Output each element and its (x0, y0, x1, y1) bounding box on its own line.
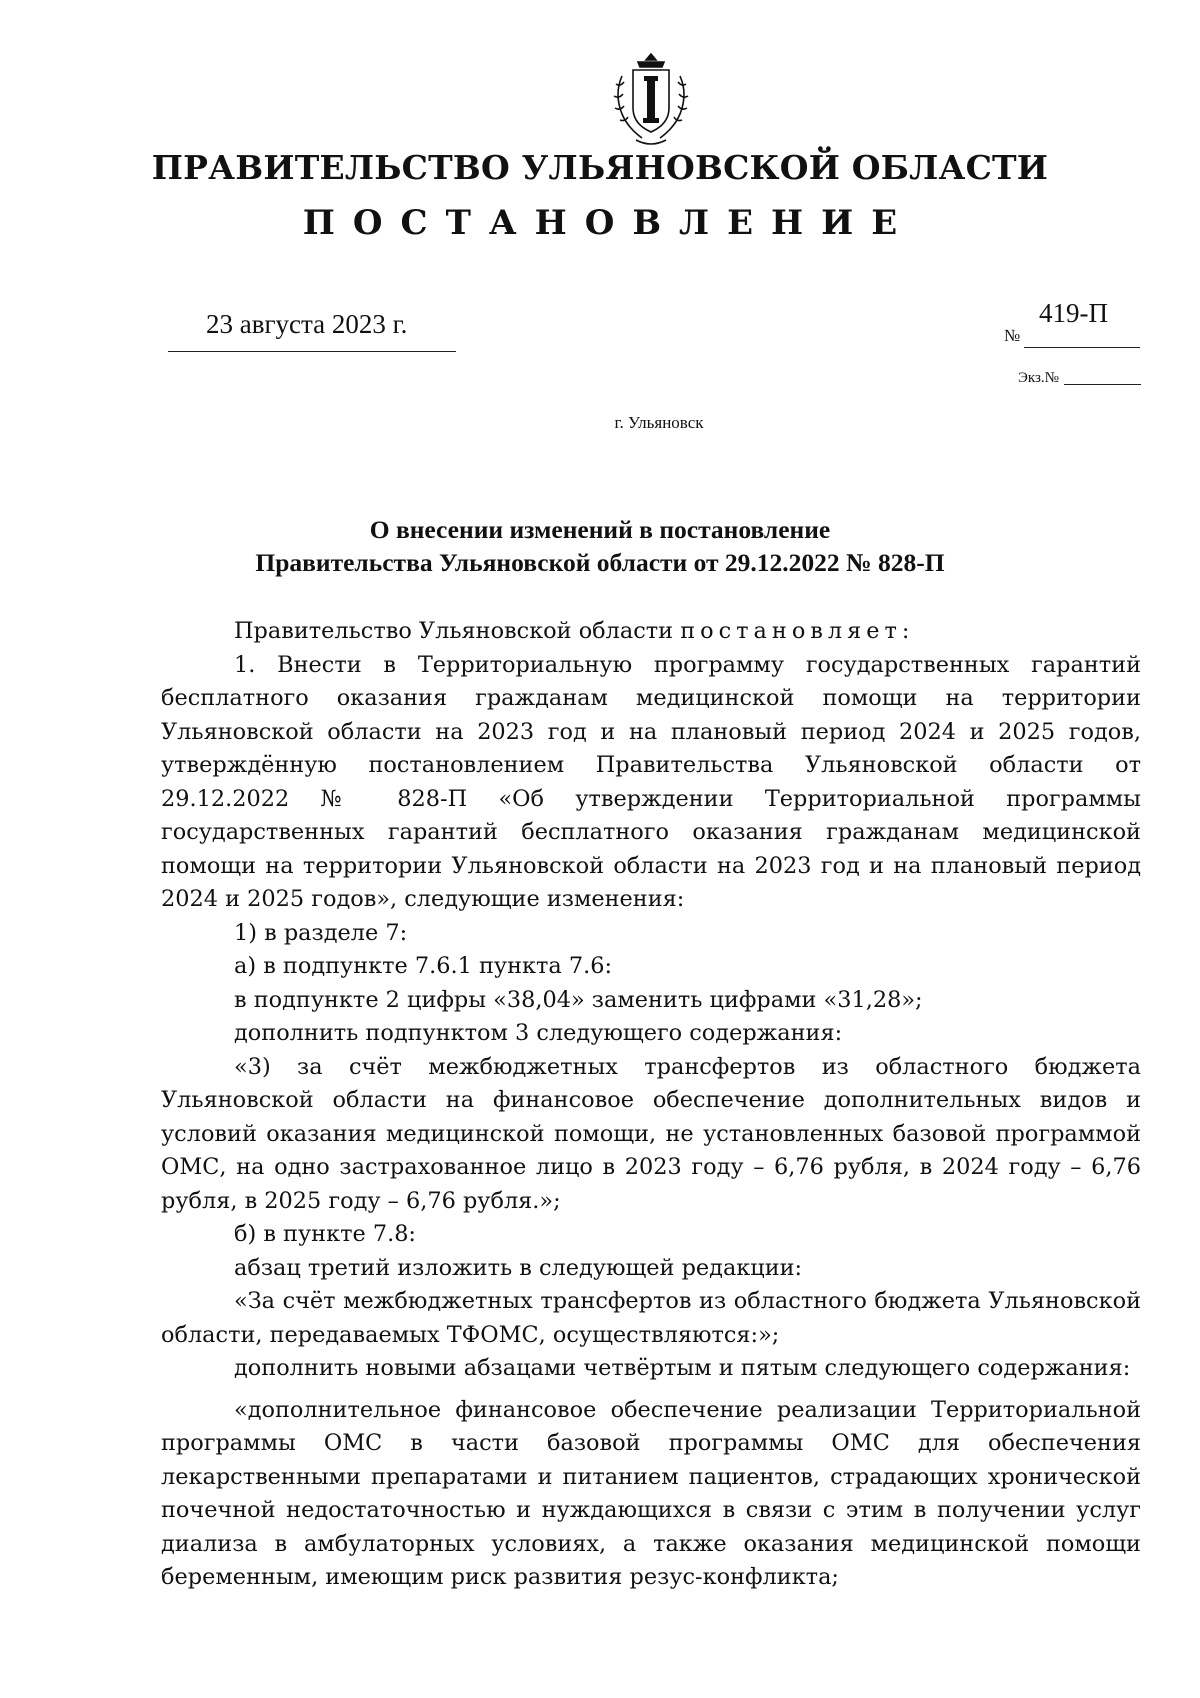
subject-line-2: Правительства Ульяновской области от 29.12.2022 № 828-П (255, 548, 945, 577)
ulyanovsk-coat-of-arms-icon (608, 50, 694, 150)
date-field (168, 305, 456, 352)
subject-line-1: О внесении изменений в постановление (369, 515, 831, 544)
document-subject (0, 513, 1200, 579)
paragraph-2: 1) в разделе 7: (234, 919, 408, 946)
paragraph-9: «За счёт межбюджетных трансфертов из областного бюджета Ульяновской области, передаваемых ТФОМС, осуществляются:»; (161, 1288, 1141, 1348)
document-number: 419-П (1039, 298, 1108, 328)
document-type-title: ПОСТАНОВЛЕНИЕ (302, 203, 916, 243)
paragraph-10: дополнить новыми абзацами четвёртым и пятым следующего содержания: (234, 1355, 1131, 1381)
number-field (1024, 298, 1140, 348)
paragraph-1: 1. Внести в Территориальную программу государственных гарантий бесплатного оказания гражданам медицинской помощи на территории Ульяновской области на 2023 год и на плановый период 2024 и 2025 годов, утверждённую постановлением Правительства Ульяновской области от 29.12.2022 № 828-П «Об утверждении Территориальной программы государственных гарантий бесплатного оказания гражданам медицинской помощи на территории Ульяновской области на 2023 год и на плановый период 2024 и 2025 годов», следующие изменения: (161, 651, 1141, 912)
paragraph-11: «дополнительное финансовое обеспечение реализации Территориальной программы ОМС в части базовой программы ОМС для обеспечения лекарственными препаратами и питанием пациентов, страдающих хронической почечной недостаточностью и нуждающихся в связи с этим в получении услуг диализа в амбулаторных условиях, а также оказания медицинской помощи беременным, имеющим риск развития резус-конфликта; (161, 1396, 1141, 1590)
number-label: № (1004, 326, 1021, 345)
paragraph-5: дополнить подпунктом 3 следующего содержания: (234, 1020, 843, 1046)
preamble-colon: : (901, 618, 910, 644)
paragraph-3: а) в подпункте 7.6.1 пункта 7.6: (234, 953, 612, 979)
government-title: ПРАВИТЕЛЬСТВО УЛЬЯНОВСКОЙ ОБЛАСТИ (151, 148, 1049, 187)
paragraph-4: в подпункте 2 цифры «38,04» заменить цифрами «31,28»; (234, 986, 923, 1013)
paragraph-preamble (161, 615, 1141, 649)
document-body (161, 615, 1141, 1595)
document-date: 23 августа 2023 г. (206, 309, 408, 339)
copy-number-line (1064, 384, 1141, 385)
paragraph-7: б) в пункте 7.8: (234, 1221, 416, 1247)
copy-number-label: Экз.№ (1018, 370, 1059, 386)
city-name: г. Ульяновск (614, 413, 704, 432)
paragraph-6: «3) за счёт межбюджетных трансфертов из областного бюджета Ульяновской области на финансовое обеспечение дополнительных видов и условий оказания медицинской помощи, не установленных базовой программой ОМС, на одно застрахованное лицо в 2023 году – 6,76 рубля, в 2024 году – 6,76 рубля, в 2025 году – 6,76 рубля.»; (161, 1053, 1141, 1214)
preamble-text: Правительство Ульяновской области (234, 618, 681, 644)
preamble-spaced-word: постановляет (680, 618, 902, 644)
paragraph-8: абзац третий изложить в следующей редакции: (234, 1254, 803, 1281)
